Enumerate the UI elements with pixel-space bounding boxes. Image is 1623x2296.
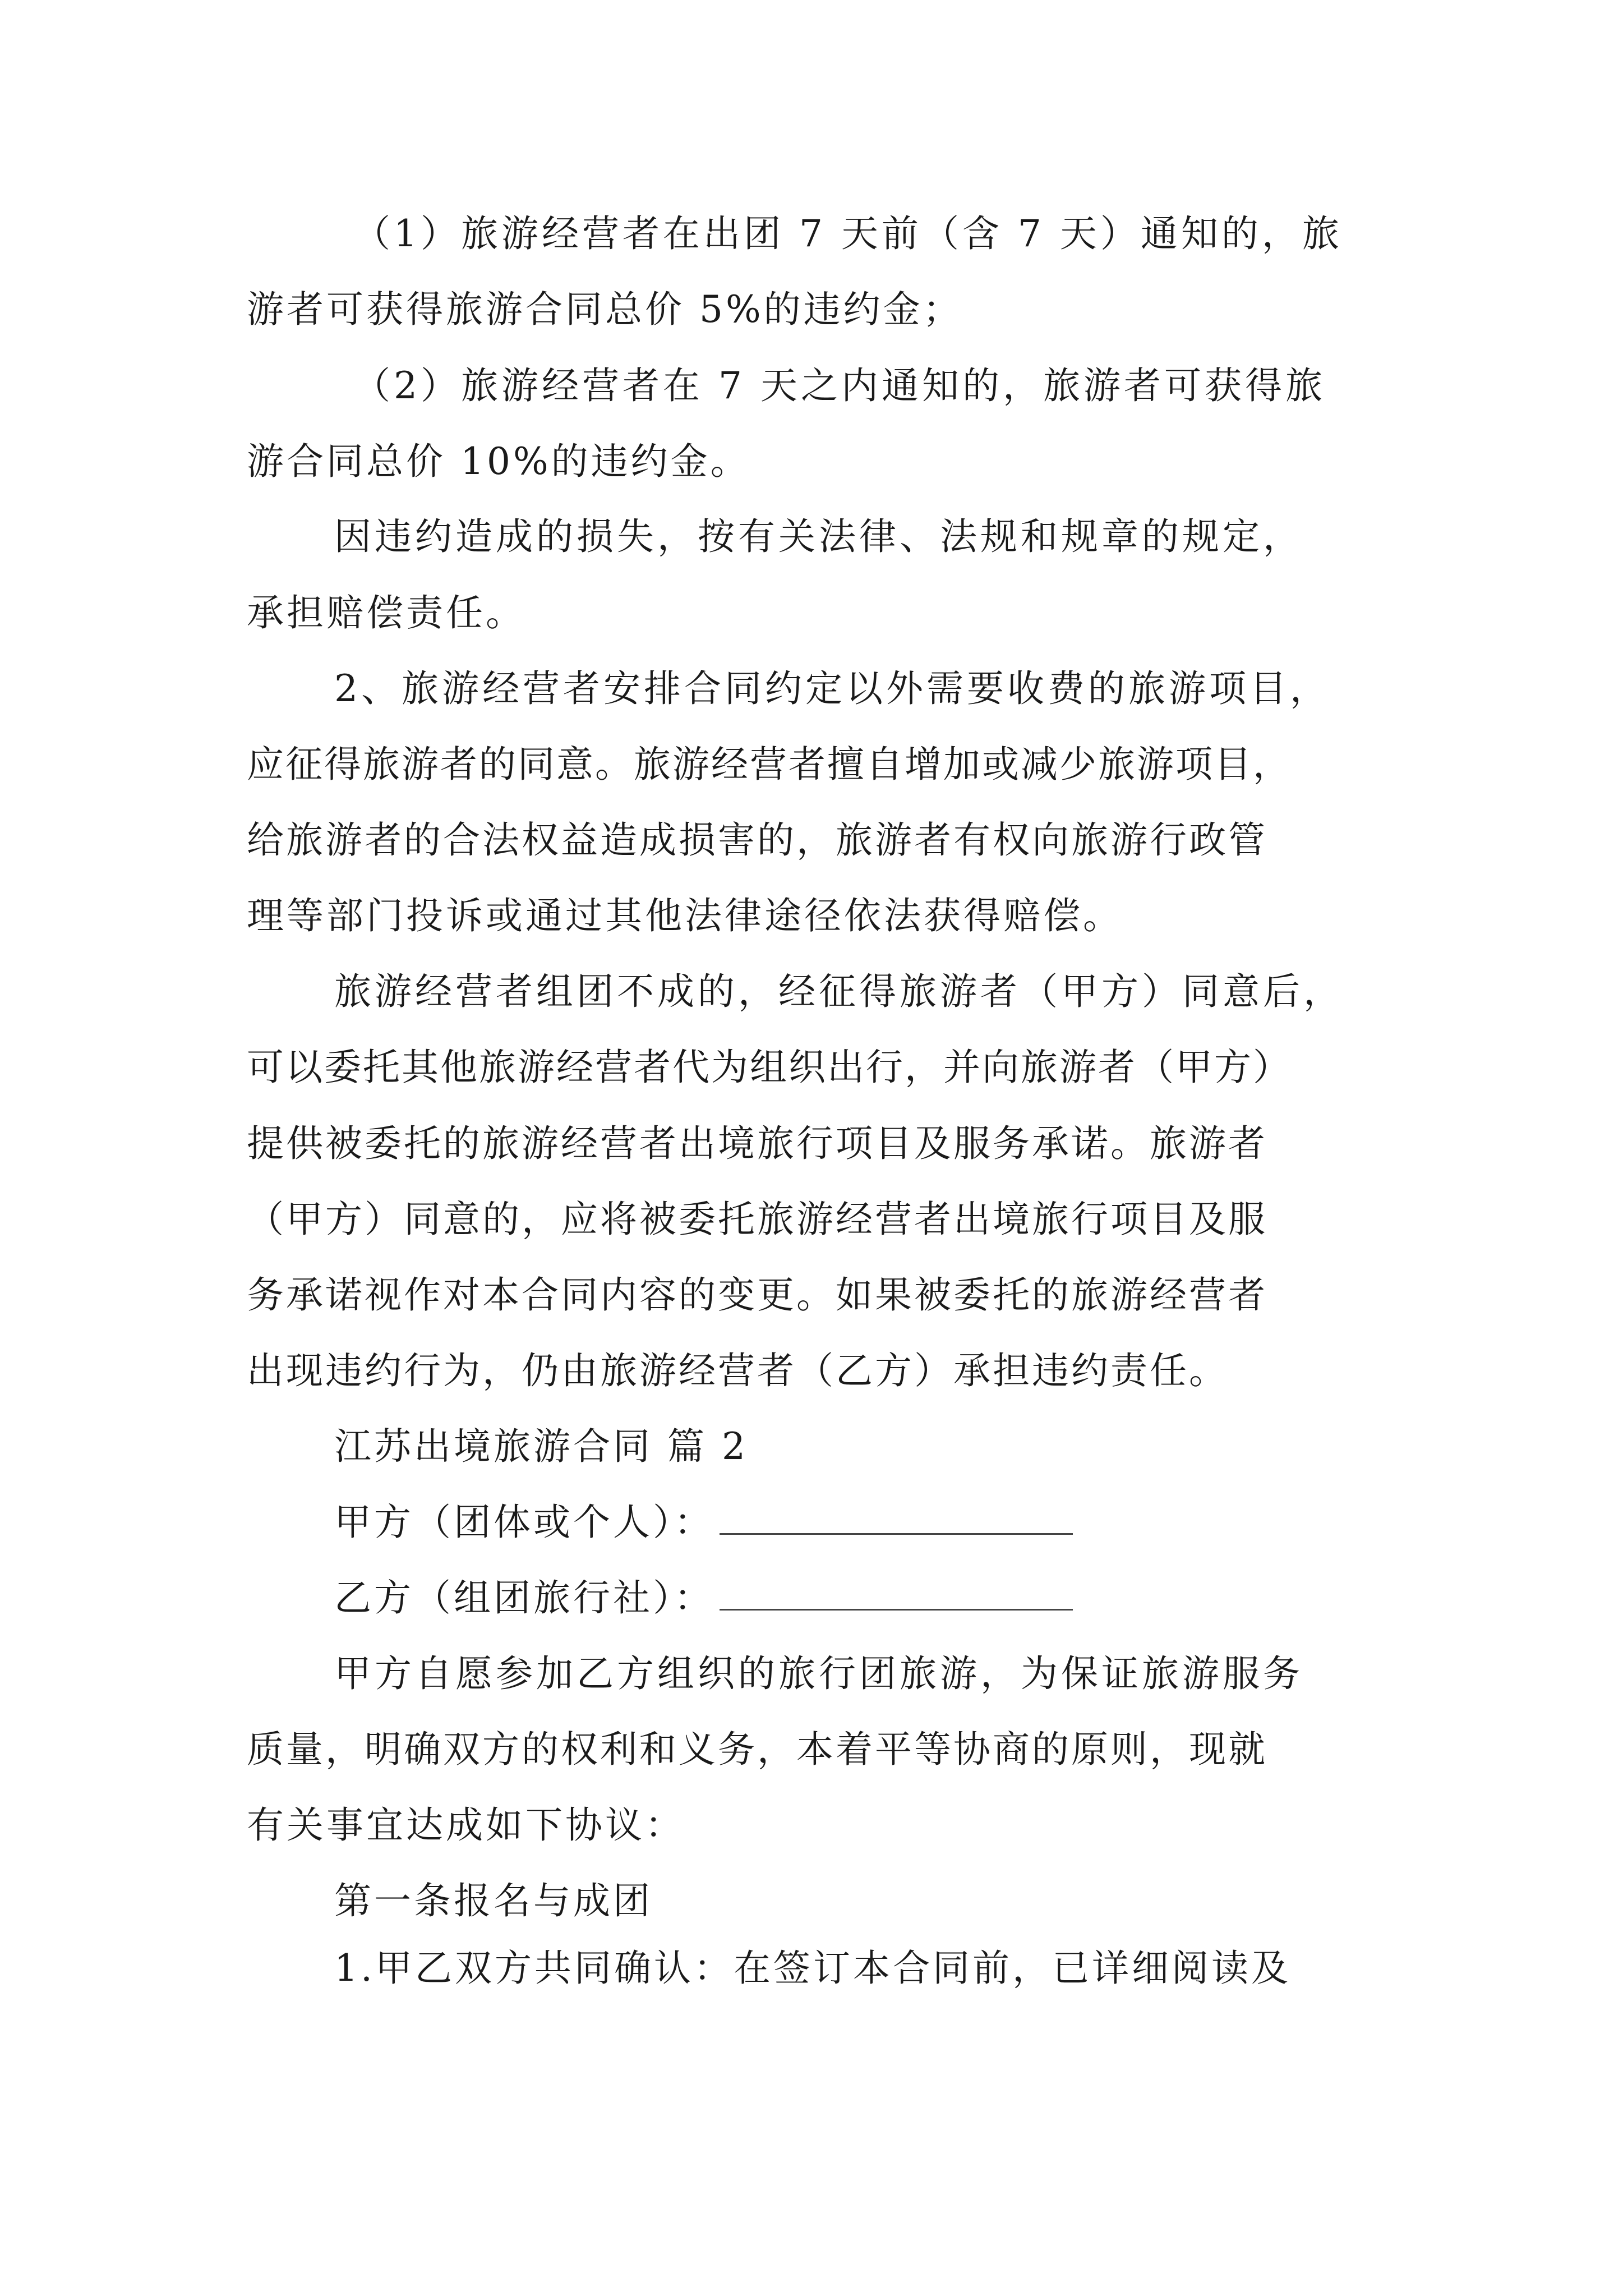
- paragraph-line: 有关事宜达成如下协议：: [247, 1803, 685, 1847]
- paragraph-line: 旅游经营者组团不成的，经征得旅游者（甲方）同意后，: [334, 970, 1344, 1013]
- paragraph-line: 提供被委托的旅游经营者出境旅行项目及服务承诺。旅游者: [247, 1122, 1267, 1165]
- article-heading: 第一条报名与成团: [334, 1879, 653, 1922]
- paragraph-line: （1）旅游经营者在出团 7 天前（含 7 天）通知的，旅: [353, 212, 1343, 255]
- paragraph-line: 可以委托其他旅游经营者代为组织出行，并向旅游者（甲方）: [247, 1046, 1292, 1089]
- paragraph-line: 理等部门投诉或通过其他法律途径依法获得赔偿。: [247, 894, 1123, 937]
- party-b-blank-line: [720, 1607, 1073, 1611]
- paragraph-line: 因违约造成的损失，按有关法律、法规和规章的规定，: [334, 515, 1303, 558]
- paragraph-line: 甲方自愿参加乙方组织的旅行团旅游，为保证旅游服务: [334, 1652, 1303, 1695]
- party-a-blank-line: [720, 1531, 1073, 1535]
- paragraph-line: 2、旅游经营者安排合同约定以外需要收费的旅游项目，: [334, 667, 1330, 710]
- paragraph-line: 质量，明确双方的权利和义务，本着平等协商的原则，现就: [247, 1728, 1267, 1771]
- paragraph-line: 务承诺视作对本合同内容的变更。如果被委托的旅游经营者: [247, 1273, 1267, 1317]
- party-b-label: 乙方（组团旅行社）：: [334, 1576, 714, 1619]
- paragraph-line: 给旅游者的合法权益造成损害的，旅游者有权向旅游行政管: [247, 818, 1267, 862]
- paragraph-line: 游者可获得旅游合同总价 5%的违约金；: [247, 288, 963, 331]
- paragraph-line: （甲方）同意的，应将被委托旅游经营者出境旅行项目及服: [247, 1198, 1267, 1241]
- paragraph-line: 游合同总价 10%的违约金。: [247, 440, 750, 483]
- paragraph-line: 出现违约行为，仍由旅游经营者（乙方）承担违约责任。: [247, 1349, 1228, 1392]
- section-heading: 江苏出境旅游合同 篇 2: [334, 1425, 748, 1468]
- party-b-field: [334, 1573, 1073, 1623]
- party-a-field: [334, 1497, 1073, 1548]
- paragraph-line: 应征得旅游者的同意。旅游经营者擅自增加或减少旅游项目，: [247, 743, 1292, 786]
- paragraph-line: （2）旅游经营者在 7 天之内通知的，旅游者可获得旅: [353, 364, 1326, 407]
- paragraph-line: 承担赔偿责任。: [247, 591, 525, 634]
- paragraph-line: 1.甲乙双方共同确认：在签订本合同前，已详细阅读及: [334, 1947, 1291, 1990]
- party-a-label: 甲方（团体或个人）：: [334, 1501, 714, 1544]
